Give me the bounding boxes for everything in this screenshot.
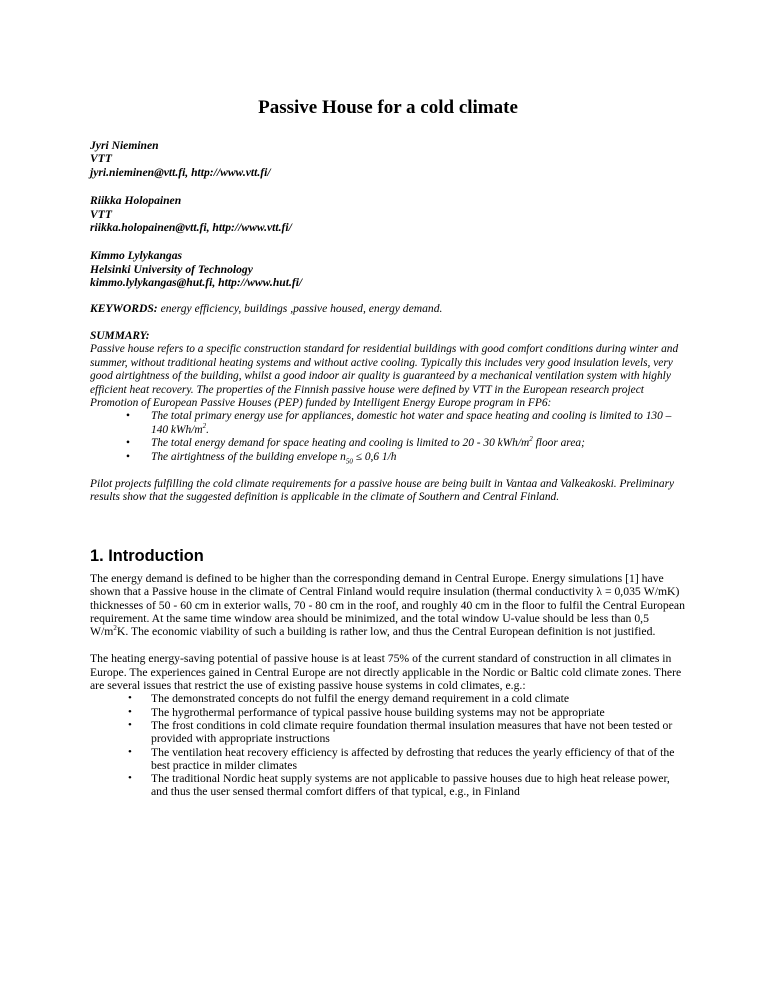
intro-bullet-list xyxy=(90,692,688,798)
bullet-icon: • xyxy=(128,745,132,758)
bullet-icon: • xyxy=(128,718,132,731)
author-contact: jyri.nieminen@vtt.fi, http://www.vtt.fi/ xyxy=(90,165,271,179)
section-heading-introduction: 1. Introduction xyxy=(90,547,204,565)
bullet-icon: • xyxy=(126,410,130,423)
author-affiliation: VTT xyxy=(90,207,112,221)
intro-bullet-item: • The demonstrated concepts do not fulfil the energy demand requirement in a cold climate xyxy=(128,692,570,706)
intro-paragraph: The energy demand is defined to be higher than the corresponding demand in Central Europe. Energy simulations [1] have shown that a Passive house in the climate of Central Finland would require insulation (thermal conductivity λ = 0,035 W/mK) thicknesses of 50 - 60 cm in exterior walls, 70 - 80 cm in the roof, and roughly 40 cm in the floor to fulfil the Central European requirement. At the same time window area should be minimized, and the total window U-value should be less than 0,5 $W/m^2K$. The economic viability of such a building is rather low, and thus the Central European definition is not justified. xyxy=(90,572,685,639)
summary-bullet-list xyxy=(90,410,686,464)
paper-title: Passive House for a cold climate xyxy=(258,97,518,118)
summary-pilot-paragraph: Pilot projects fulfilling the cold climate requirements for a passive house are being built in Vantaa and Valkeakoski. Preliminary results show that the suggested definition is applicable in the climate of Southern and Central Finland. xyxy=(90,478,675,504)
keywords-text: energy efficiency, buildings ,passive housed, energy demand. xyxy=(160,302,443,315)
summary-bullet-item: • The total primary energy use for appliances, domestic hot water and space heating and cooling is limited to 130 – 140 kWh/$m^2$. xyxy=(126,410,672,436)
keywords xyxy=(90,302,686,316)
author-name: Kimmo Lylykangas xyxy=(90,249,182,263)
author-block xyxy=(90,249,686,289)
author-block xyxy=(90,194,686,234)
summary-bullet-item: • The total energy demand for space heating and cooling is limited to 20 - 30 kWh/$m^2$ floor area; xyxy=(126,435,585,450)
author-contact: riikka.holopainen@vtt.fi, http://www.vtt.fi/ xyxy=(90,221,292,235)
author-affiliation: VTT xyxy=(90,152,112,166)
bullet-icon: • xyxy=(128,772,132,785)
bullet-icon: • xyxy=(128,705,132,718)
author-contact: kimmo.lylykangas@hut.fi, http://www.hut.fi/ xyxy=(90,276,303,290)
summary-bullet-item: • The airtightness of the building envelope $n_{50} \le 0,6$ 1/h xyxy=(126,450,397,465)
author-affiliation: Helsinki University of Technology xyxy=(90,262,253,276)
bullet-icon: • xyxy=(126,450,130,463)
author-name: Jyri Nieminen xyxy=(90,139,159,152)
author-list xyxy=(90,139,686,305)
intro-paragraph: The heating energy-saving potential of passive house is at least 75% of the current standard of construction in all climates in Europe. The experiences gained in Central Europe are not directly applicable in the Nordic or Baltic cold climate zones. There are several issues that restrict the use of existing passive house systems in cold climates, e.g.: xyxy=(90,652,682,693)
bullet-icon: • xyxy=(128,692,132,705)
intro-bullet-item: • The traditional Nordic heat supply systems are not applicable to passive houses due to high heat release power, and thus the user sensed thermal comfort differs of that typical, e.g., in Finland xyxy=(128,772,670,799)
summary-intro: Passive house refers to a specific construction standard for residential buildings with good comfort conditions during winter and summer, without traditional heating systems and without active cooling. Typically this includes very good insulation levels, very good airtightness of the building, whilst a good indoor air quality is guaranteed by a mechanical ventilation system with highly efficient heat recovery. The properties of the Finnish passive house were defined by VTT in the European research project Promotion of European Passive Houses (PEP) funded by Intelligent Energy Europe program in FP6: xyxy=(90,343,679,410)
summary-section xyxy=(90,330,686,505)
intro-bullet-item: • The hygrothermal performance of typical passive house building systems may not be appropriate xyxy=(128,705,605,719)
intro-bullet-item: • The frost conditions in cold climate require foundation thermal insulation measures that have not been tested or provided with appropriate instructions xyxy=(128,718,673,746)
summary-label: SUMMARY: xyxy=(90,330,150,342)
introduction-body xyxy=(90,572,688,799)
author-name: Riikka Holopainen xyxy=(90,194,182,208)
intro-bullet-item: • The ventilation heat recovery efficiency is affected by defrosting that reduces the yearly efficiency of that of the best practice in milder climates xyxy=(128,745,675,772)
bullet-icon: • xyxy=(126,437,130,450)
keywords-label: KEYWORDS: xyxy=(90,302,158,315)
author-block xyxy=(90,139,686,179)
